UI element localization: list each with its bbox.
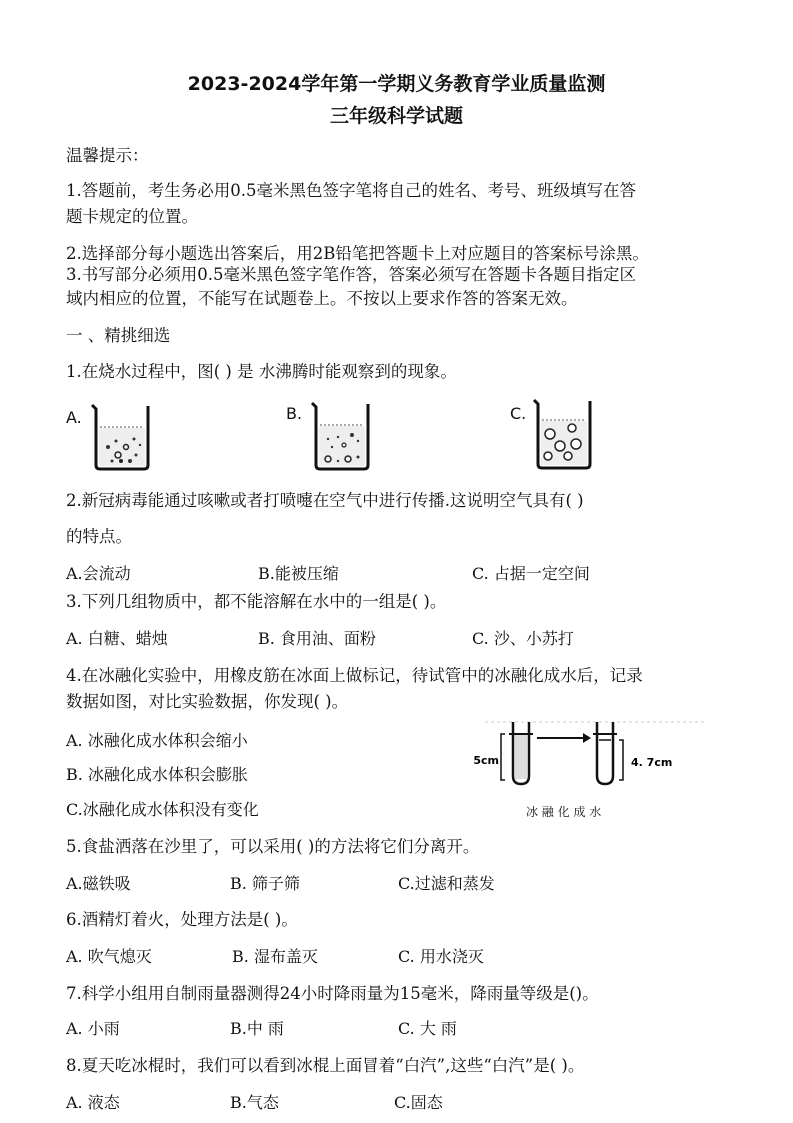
beaker-b-image bbox=[308, 401, 374, 471]
question-4-stem: 4.在冰融化实验中，用橡皮筋在冰面上做标记，待试管中的冰融化成水后，记录 bbox=[66, 666, 643, 685]
notice-item-3-cont: 域内相应的位置，不能写在试题卷上。不按以上要求作答的答案无效。 bbox=[66, 289, 578, 308]
q7-option-a: A. 小雨 bbox=[66, 1019, 120, 1038]
ice-melting-diagram bbox=[473, 714, 705, 794]
question-2-stem: 2.新冠病毒能通过咳嗽或者打喷嚏在空气中进行传播.这说明空气具有( ) bbox=[66, 491, 584, 510]
q2-option-a: A.会流动 bbox=[66, 564, 131, 583]
question-5-stem: 5.食盐洒落在沙里了，可以采用( )的方法将它们分离开。 bbox=[66, 837, 480, 856]
question-3-stem: 3.下列几组物质中，都不能溶解在水中的一组是( )。 bbox=[66, 592, 447, 611]
question-6-stem: 6.酒精灯着火，处理方法是( )。 bbox=[66, 910, 298, 929]
figure-caption: 冰 融 化 成 水 bbox=[526, 805, 602, 819]
q1-option-b-label: B. bbox=[286, 404, 303, 423]
question-4-stem-cont: 数据如图，对比实验数据，你发现( )。 bbox=[66, 692, 349, 711]
q2-option-c: C. 占据一定空间 bbox=[472, 564, 590, 583]
q6-option-c: C. 用水浇灭 bbox=[398, 947, 484, 966]
question-2-stem-cont: 的特点。 bbox=[66, 527, 132, 546]
notice-heading: 温馨提示： bbox=[66, 146, 149, 165]
q3-option-b: B. 食用油、面粉 bbox=[258, 629, 376, 648]
q1-option-c-label: C. bbox=[510, 404, 527, 423]
q4-option-c: C.冰融化成水体积没有变化 bbox=[66, 800, 259, 819]
q7-option-b: B.中 雨 bbox=[230, 1019, 284, 1038]
question-8-stem: 8.夏天吃冰棍时，我们可以看到冰棍上面冒着“白汽”,这些“白汽”是( )。 bbox=[66, 1056, 585, 1075]
q6-option-b: B. 湿布盖灭 bbox=[232, 947, 318, 966]
q5-option-c: C.过滤和蒸发 bbox=[398, 874, 495, 893]
question-7-stem: 7.科学小组用自制雨量器测得24小时降雨量为15毫米，降雨量等级是()。 bbox=[66, 984, 599, 1003]
exam-title: 2023-2024学年第一学期义务教育学业质量监测 bbox=[187, 73, 606, 95]
q4-option-a: A. 冰融化成水体积会缩小 bbox=[66, 731, 248, 750]
q5-option-a: A.磁铁吸 bbox=[66, 874, 131, 893]
ice-volume-label: 5cm bbox=[473, 754, 499, 767]
question-1-stem: 1.在烧水过程中，图( ) 是 水沸腾时能观察到的现象。 bbox=[66, 362, 457, 381]
q8-option-b: B.气态 bbox=[230, 1093, 279, 1112]
q4-option-b: B. 冰融化成水体积会膨胀 bbox=[66, 765, 248, 784]
section-heading: 一 、精挑细选 bbox=[66, 326, 171, 345]
beaker-c-image bbox=[530, 398, 596, 470]
q8-option-c: C.固态 bbox=[394, 1093, 443, 1112]
notice-item-2: 2.选择部分每小题选出答案后，用2B铅笔把答题卡上对应题目的答案标号涂黑。 bbox=[66, 244, 649, 263]
notice-item-3: 3.书写部分必须用0.5毫米黑色签字笔作答，答案必须写在答题卡各题目指定区 bbox=[66, 265, 636, 284]
q7-option-c: C. 大 雨 bbox=[398, 1019, 457, 1038]
notice-item-1: 1.答题前，考生务必用0.5毫米黑色签字笔将自己的姓名、考号、班级填写在答 bbox=[66, 181, 636, 200]
q8-option-a: A. 液态 bbox=[66, 1093, 120, 1112]
q3-option-a: A. 白糖、蜡烛 bbox=[66, 629, 168, 648]
q1-option-a-label: A. bbox=[66, 408, 82, 427]
water-volume-label: 4. 7cm bbox=[631, 756, 673, 769]
q3-option-c: C. 沙、小苏打 bbox=[472, 629, 574, 648]
exam-subtitle: 三年级科学试题 bbox=[329, 105, 463, 127]
notice-item-1-cont: 题卡规定的位置。 bbox=[66, 207, 198, 226]
q5-option-b: B. 筛子筛 bbox=[230, 874, 300, 893]
q2-option-b: B.能被压缩 bbox=[258, 564, 339, 583]
beaker-a-image bbox=[88, 403, 154, 471]
q6-option-a: A. 吹气熄灭 bbox=[66, 947, 152, 966]
